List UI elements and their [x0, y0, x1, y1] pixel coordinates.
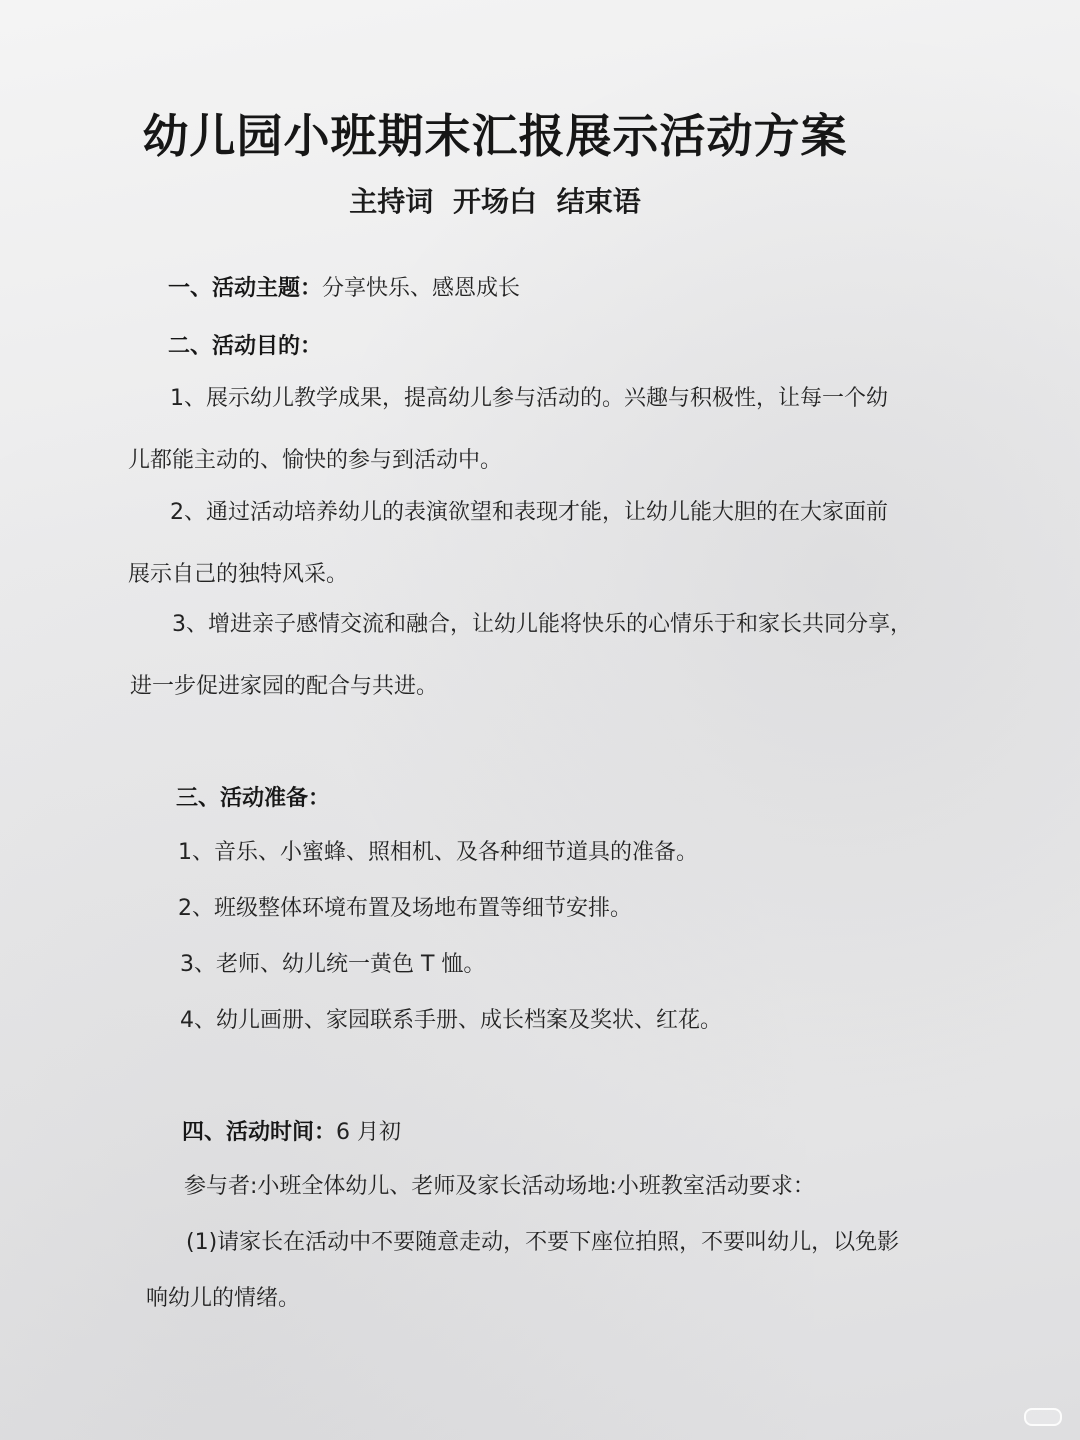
document-subtitle: 主持词 开场白 结束语	[349, 185, 641, 218]
requirement-1-line1: (1)请家长在活动中不要随意走动，不要下座位拍照，不要叫幼儿，以免影	[186, 1230, 900, 1255]
purpose-item-3-line1: 3、增进亲子感情交流和融合，让幼儿能将快乐的心情乐于和家长共同分享，	[172, 612, 912, 637]
preparation-item-1: 1、音乐、小蜜蜂、照相机、及各种细节道具的准备。	[178, 840, 698, 865]
section-time-text: 6 月初	[336, 1120, 402, 1145]
participants-line: 参与者:小班全体幼儿、老师及家长活动场地:小班教室活动要求：	[184, 1174, 815, 1199]
document-title: 幼儿园小班期末汇报展示活动方案	[142, 109, 848, 163]
section-theme	[168, 274, 520, 304]
section-time	[182, 1118, 401, 1148]
preparation-item-4: 4、幼儿画册、家园联系手册、成长档案及奖状、红花。	[180, 1008, 722, 1033]
watermark-badge	[1024, 1408, 1062, 1426]
preparation-item-3: 3、老师、幼儿统一黄色 T 恤。	[180, 952, 486, 977]
requirement-1-line2: 响幼儿的情绪。	[146, 1286, 301, 1311]
section-preparation-heading: 三、活动准备：	[176, 786, 331, 811]
section-purpose-heading: 二、活动目的：	[168, 334, 323, 359]
section-time-heading: 四、活动时间：	[182, 1120, 337, 1145]
purpose-item-1-line2: 儿都能主动的、愉快的参与到活动中。	[128, 448, 503, 473]
purpose-item-3-line2: 进一步促进家园的配合与共进。	[130, 674, 439, 699]
purpose-item-2-line2: 展示自己的独特风采。	[128, 562, 349, 587]
purpose-item-1-line1: 1、展示幼儿教学成果，提高幼儿参与活动的。兴趣与积极性，让每一个幼	[170, 386, 888, 411]
purpose-item-2-line1: 2、通过活动培养幼儿的表演欲望和表现才能，让幼儿能大胆的在大家面前	[170, 500, 888, 525]
preparation-item-2: 2、班级整体环境布置及场地布置等细节安排。	[178, 896, 632, 921]
section-theme-text: 分享快乐、感恩成长	[322, 276, 521, 301]
section-theme-heading: 一、活动主题：	[168, 276, 323, 301]
